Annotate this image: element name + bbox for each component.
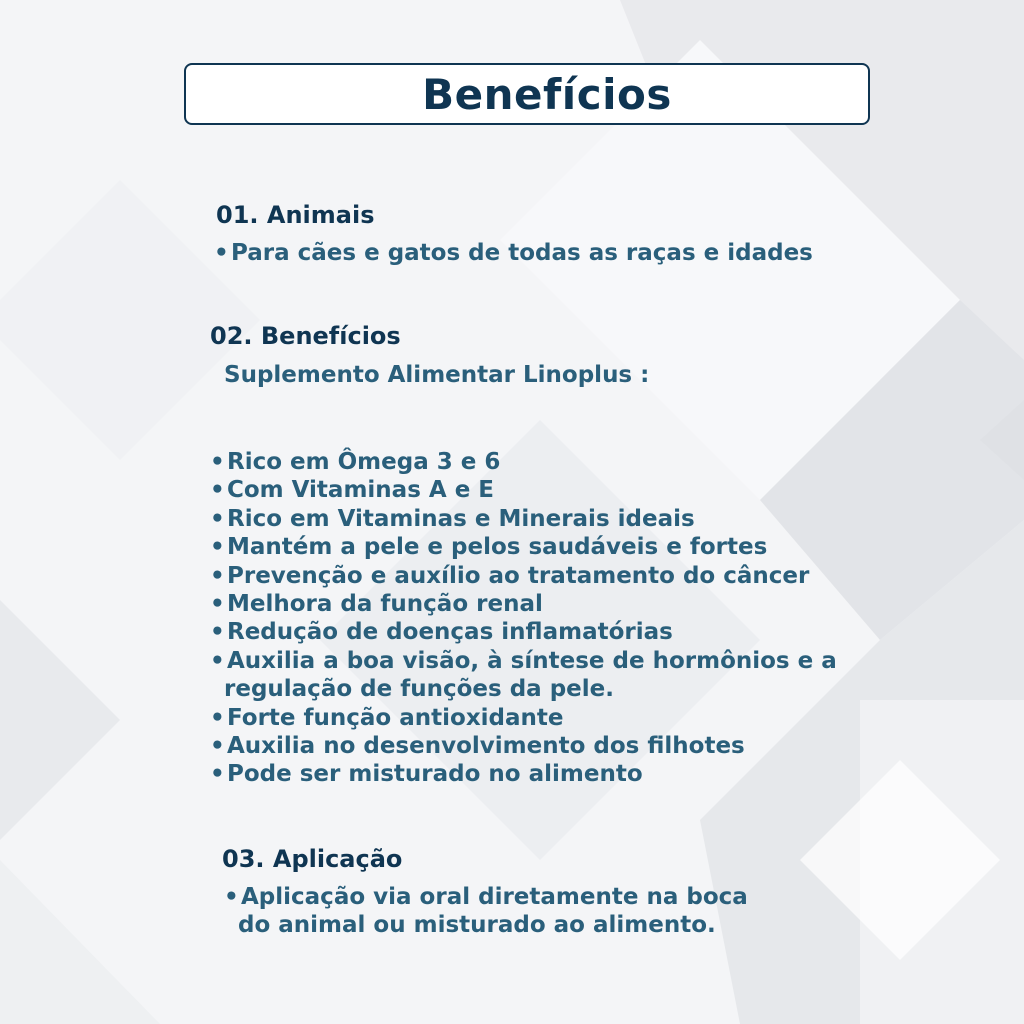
title-box <box>184 63 870 125</box>
benefit-item: •Rico em Ômega 3 e 6 <box>210 449 501 475</box>
benefit-item: •Redução de doenças inflamatórias <box>210 619 673 646</box>
benefit-item: •Forte função antioxidante <box>210 704 564 731</box>
section-beneficios-subtitle: Suplemento Alimentar Linoplus : <box>224 362 650 388</box>
bullet: • <box>210 562 225 589</box>
section-aplicacao-line2: do animal ou misturado ao alimento. <box>238 912 716 938</box>
benefit-item-continuation: regulação de funções da pele. <box>224 676 614 703</box>
benefit-item: •Melhora da função renal <box>210 591 543 618</box>
section-aplicacao-line1: •Aplicação via oral diretamente na boca <box>224 884 748 910</box>
bullet: • <box>210 619 225 646</box>
benefit-item: •Pode ser misturado no alimento <box>210 761 643 788</box>
bullet: • <box>210 505 225 532</box>
bullet: • <box>210 704 225 731</box>
section-animais-item <box>214 240 813 266</box>
bullet: • <box>210 477 225 504</box>
benefit-item: •Mantém a pele e pelos saudáveis e fortes <box>210 534 768 561</box>
bullet: • <box>210 534 225 561</box>
benefit-list <box>210 448 837 789</box>
bullet: • <box>214 240 229 266</box>
bullet: • <box>210 761 225 788</box>
section-animais-heading: 01. Animais <box>216 201 375 229</box>
section-aplicacao-heading: 03. Aplicação <box>222 845 403 873</box>
benefit-item: •Auxilia no desenvolvimento dos filhotes <box>210 733 745 760</box>
bullet: • <box>210 449 225 475</box>
section-beneficios-heading: 02. Benefícios <box>210 322 401 350</box>
bullet: • <box>210 647 225 674</box>
bullet: • <box>210 733 225 760</box>
benefit-item: •Prevenção e auxílio ao tratamento do câncer <box>210 562 810 589</box>
benefit-item: •Auxilia a boa visão, à síntese de hormônios e a <box>210 647 837 674</box>
benefit-item: •Rico em Vitaminas e Minerais ideais <box>210 505 695 532</box>
bullet: • <box>224 884 239 910</box>
benefit-item: •Com Vitaminas A e E <box>210 477 495 504</box>
section-animais-text: Para cães e gatos de todas as raças e idades <box>231 240 813 266</box>
bullet: • <box>210 591 225 618</box>
page-title: Benefícios <box>422 69 672 119</box>
